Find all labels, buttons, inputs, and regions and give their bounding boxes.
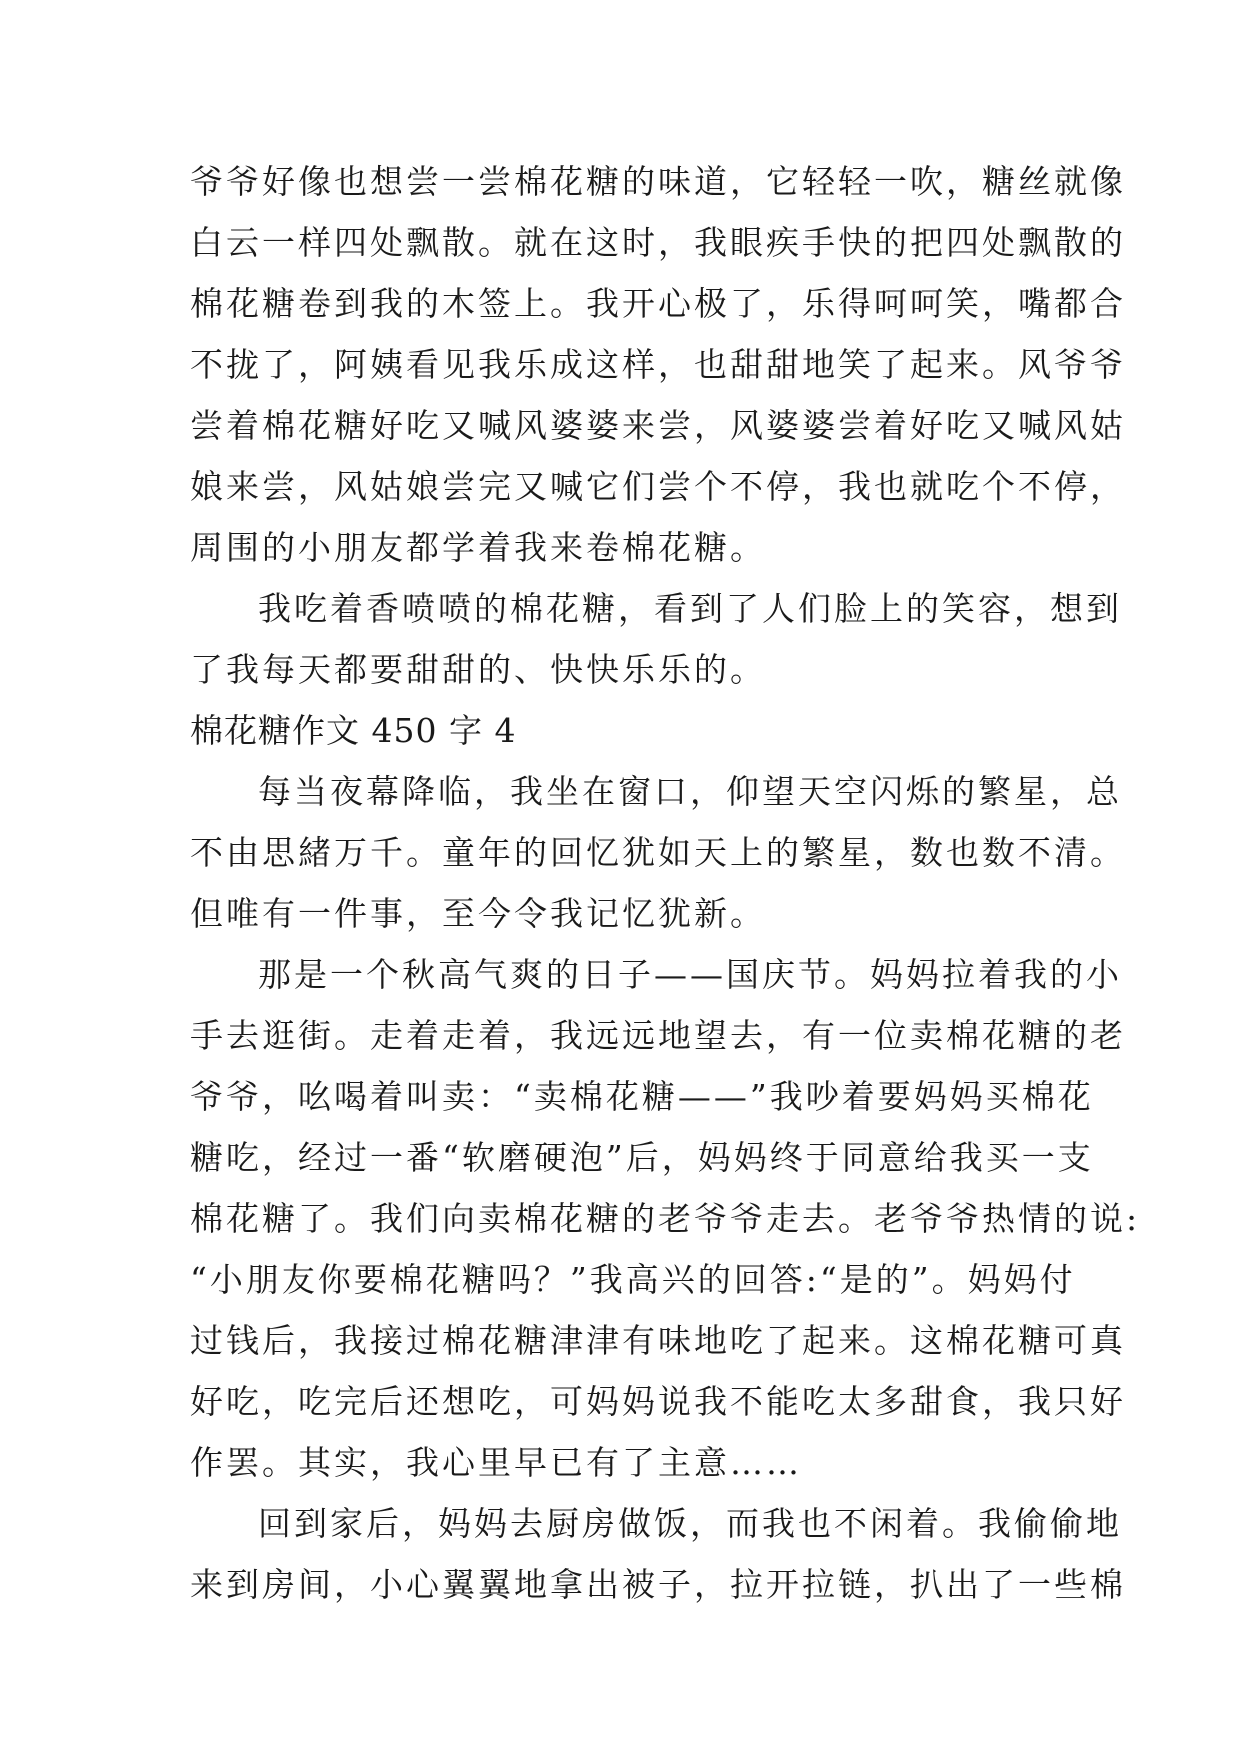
paragraph-line-indented: 每当夜幕降临，我坐在窗口，仰望天空闪烁的繁星，总 xyxy=(258,772,1122,811)
paragraph-line: 不拢了，阿姨看见我乐成这样，也甜甜地笑了起来。风爷爷 xyxy=(190,345,1126,384)
paragraph-line-indented: 回到家后，妈妈去厨房做饭，而我也不闲着。我偷偷地 xyxy=(258,1504,1122,1543)
paragraph-line: 作罢。其实，我心里早已有了主意…… xyxy=(190,1443,802,1482)
paragraph-line: 好吃，吃完后还想吃，可妈妈说我不能吃太多甜食，我只好 xyxy=(190,1382,1126,1421)
paragraph-line: 爷爷好像也想尝一尝棉花糖的味道，它轻轻一吹，糖丝就像 xyxy=(190,162,1126,201)
paragraph-line: “小朋友你要棉花糖吗？”我高兴的回答:“是的”。妈妈付 xyxy=(190,1260,1076,1299)
paragraph-line: 娘来尝，风姑娘尝完又喊它们尝个不停，我也就吃个不停， xyxy=(190,467,1126,506)
paragraph-line: 白云一样四处飘散。就在这时，我眼疾手快的把四处飘散的 xyxy=(190,223,1126,262)
paragraph-line: 尝着棉花糖好吃又喊风婆婆来尝，风婆婆尝着好吃又喊风姑 xyxy=(190,406,1126,445)
paragraph-line: 过钱后，我接过棉花糖津津有味地吃了起来。这棉花糖可真 xyxy=(190,1321,1126,1360)
paragraph-line: 不由思緒万千。童年的回忆犹如天上的繁星，数也数不清。 xyxy=(190,833,1126,872)
section-heading: 棉花糖作文 450 字 4 xyxy=(190,711,517,750)
paragraph-line: 但唯有一件事，至今令我记忆犹新。 xyxy=(190,894,766,933)
paragraph-line: 爷爷，吆喝着叫卖：“卖棉花糖——”我吵着要妈妈买棉花 xyxy=(190,1077,1094,1116)
paragraph-line-indented: 我吃着香喷喷的棉花糖，看到了人们脸上的笑容，想到 xyxy=(258,589,1122,628)
paragraph-line: 棉花糖了。我们向卖棉花糖的老爷爷走去。老爷爷热情的说: xyxy=(190,1199,1141,1238)
paragraph-line: 糖吃，经过一番“软磨硬泡”后，妈妈终于同意给我买一支 xyxy=(190,1138,1094,1177)
paragraph-line: 了我每天都要甜甜的、快快乐乐的。 xyxy=(190,650,766,689)
paragraph-line: 来到房间，小心翼翼地拿出被子，拉开拉链，扒出了一些棉 xyxy=(190,1565,1126,1604)
paragraph-line: 周围的小朋友都学着我来卷棉花糖。 xyxy=(190,528,766,567)
paragraph-line: 棉花糖卷到我的木签上。我开心极了，乐得呵呵笑，嘴都合 xyxy=(190,284,1126,323)
paragraph-line: 手去逛街。走着走着，我远远地望去，有一位卖棉花糖的老 xyxy=(190,1016,1126,1055)
paragraph-line-indented: 那是一个秋高气爽的日子——国庆节。妈妈拉着我的小 xyxy=(258,955,1122,994)
